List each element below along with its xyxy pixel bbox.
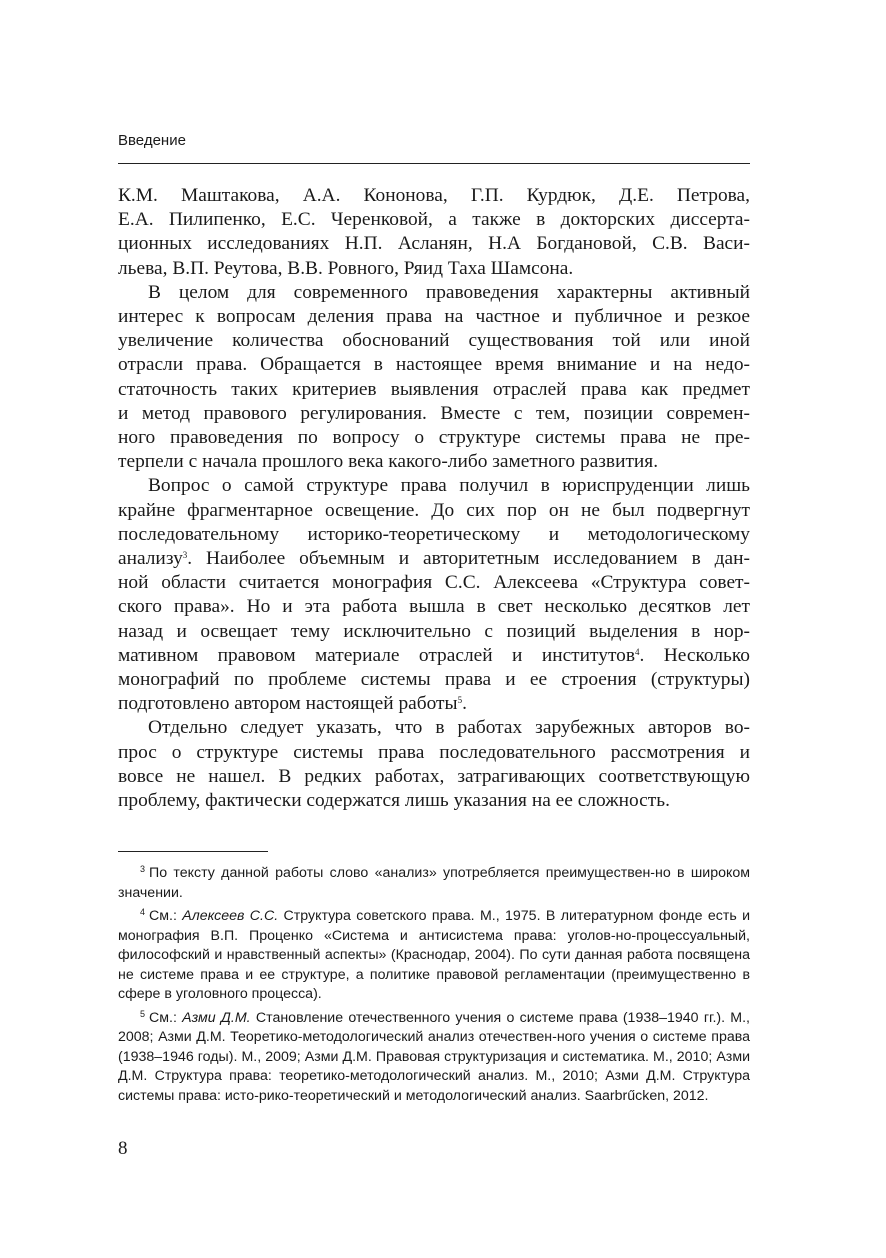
footnote-ref: 4: [635, 646, 640, 657]
footnote-author: Азми Д.М.: [182, 1009, 251, 1026]
text-line: Отдельно следует указать, что в работах зарубежных авторов во-: [148, 717, 750, 739]
footnote-rule: [118, 851, 268, 852]
text-line: ной области считается монография С.С. Алексеева «Структура совет-: [118, 572, 750, 594]
footnote: $^3$ По тексту данной работы слово «анализ» употребляется преимуществен-но в широком значении.: [118, 864, 750, 901]
footnote-author: Алексеев С.С.: [182, 908, 279, 924]
text-line: анализу$^3$. Наиболее объемным и авторитетным исследованием в дан-: [118, 548, 750, 570]
text-line: интерес к вопросам деления права на частное и публичное и резкое: [118, 306, 750, 328]
footnote-number: 3: [140, 864, 146, 874]
running-header: Введение: [118, 132, 186, 149]
text-line: статочность таких критериев выявления отраслей права как предмет: [118, 378, 750, 400]
footnote-number: 4: [140, 907, 146, 917]
paragraph: [118, 281, 750, 475]
header-rule: [118, 163, 750, 164]
text-line: последовательному историко-теоретическому и методологическому: [118, 523, 750, 545]
main-text: [118, 184, 750, 813]
text-line: крайне фрагментарное освещение. До сих пор он не был подвергнут: [118, 499, 750, 521]
text-line: назад и освещает тему исключительно с позиций выделения в нор-: [118, 620, 750, 642]
text-line: прос о структуре системы права последовательного рассмотрения и: [118, 741, 750, 763]
text-line: подготовлено автором настоящей работы$^5$.: [118, 693, 467, 715]
text-line: увеличение количества обоснований существования той или иной: [118, 330, 750, 352]
page-number: 8: [118, 1138, 128, 1159]
paragraph: [118, 184, 750, 281]
text-line: монографий по проблеме системы права и ее строения (структуры): [118, 669, 750, 691]
text-line: ного правоведения по вопросу о структуре системы права не пре-: [118, 427, 750, 449]
text-line: мативном правовом материале отраслей и институтов$^4$. Несколько: [118, 644, 750, 666]
footnote: $^5$ См.: Азми Д.М. Становление отечественного учения о системе права (1938–1940 гг.). М., 2008; Азми Д.М. Теоретико-методологический анализ отечествен-ного учения о системе права (1938–1946 годы). М., 2009; Азми Д.М. Правовая структуризация и систематика. М., 2010; Азми Д.М. Структура права: теоретико-методологический анализ. М., 2010; Азми Д.М. Структура системы права: исто-рико-теоретический и методологический анализ. Saarbrűcken, 2012.: [118, 1008, 750, 1104]
text-line: Е.А. Пилипенко, Е.С. Черенковой, а также в докторских диссерта-: [118, 209, 750, 231]
text-line: ционных исследованиях Н.П. Асланян, Н.А Богдановой, С.В. Васи-: [118, 233, 750, 255]
text-line: вовсе не нашел. В редких работах, затрагивающих соответствующую: [118, 765, 750, 787]
text-line: отрасли права. Обращается в настоящее время внимание и на недо-: [118, 354, 750, 376]
text-line: льева, В.П. Реутова, В.В. Ровного, Ряид Таха Шамсона.: [118, 257, 574, 279]
text-line: В целом для современного правоведения характерны активный: [148, 281, 750, 303]
text-line: проблему, фактически содержатся лишь указания на ее сложность.: [118, 790, 670, 812]
footnote-ref: 5: [457, 695, 463, 706]
text-line: терпели с начала прошлого века какого-либо заметного развития.: [118, 451, 659, 473]
text-line: Вопрос о самой структуре права получил в юриспруденции лишь: [148, 475, 750, 497]
paragraph: [118, 716, 750, 813]
text-line: и метод правового регулирования. Вместе с тем, позиции современ-: [118, 402, 750, 424]
footnotes: [118, 860, 750, 1106]
text-line: К.М. Маштакова, А.А. Кононова, Г.П. Курдюк, Д.Е. Петрова,: [118, 185, 750, 206]
footnote-ref: 3: [182, 550, 188, 561]
text-line: ского права». Но и эта работа вышла в свет несколько десятков лет: [118, 596, 750, 618]
footnote: $^4$ См.: Алексеев С.С. Структура советского права. М., 1975. В литературном фонде есть и монография В.П. Проценко «Система и антисистема права: уголов-но-процессуальный, философский и нравственный аспекты» (Краснодар, 2004). По сути данная работа посвящена не системе права и ее структуре, а политике правовой регламентации (преимущественно в сфере в уголовного процесса).: [118, 907, 750, 1002]
paragraph: [118, 474, 750, 716]
footnote-number: 5: [140, 1008, 146, 1019]
